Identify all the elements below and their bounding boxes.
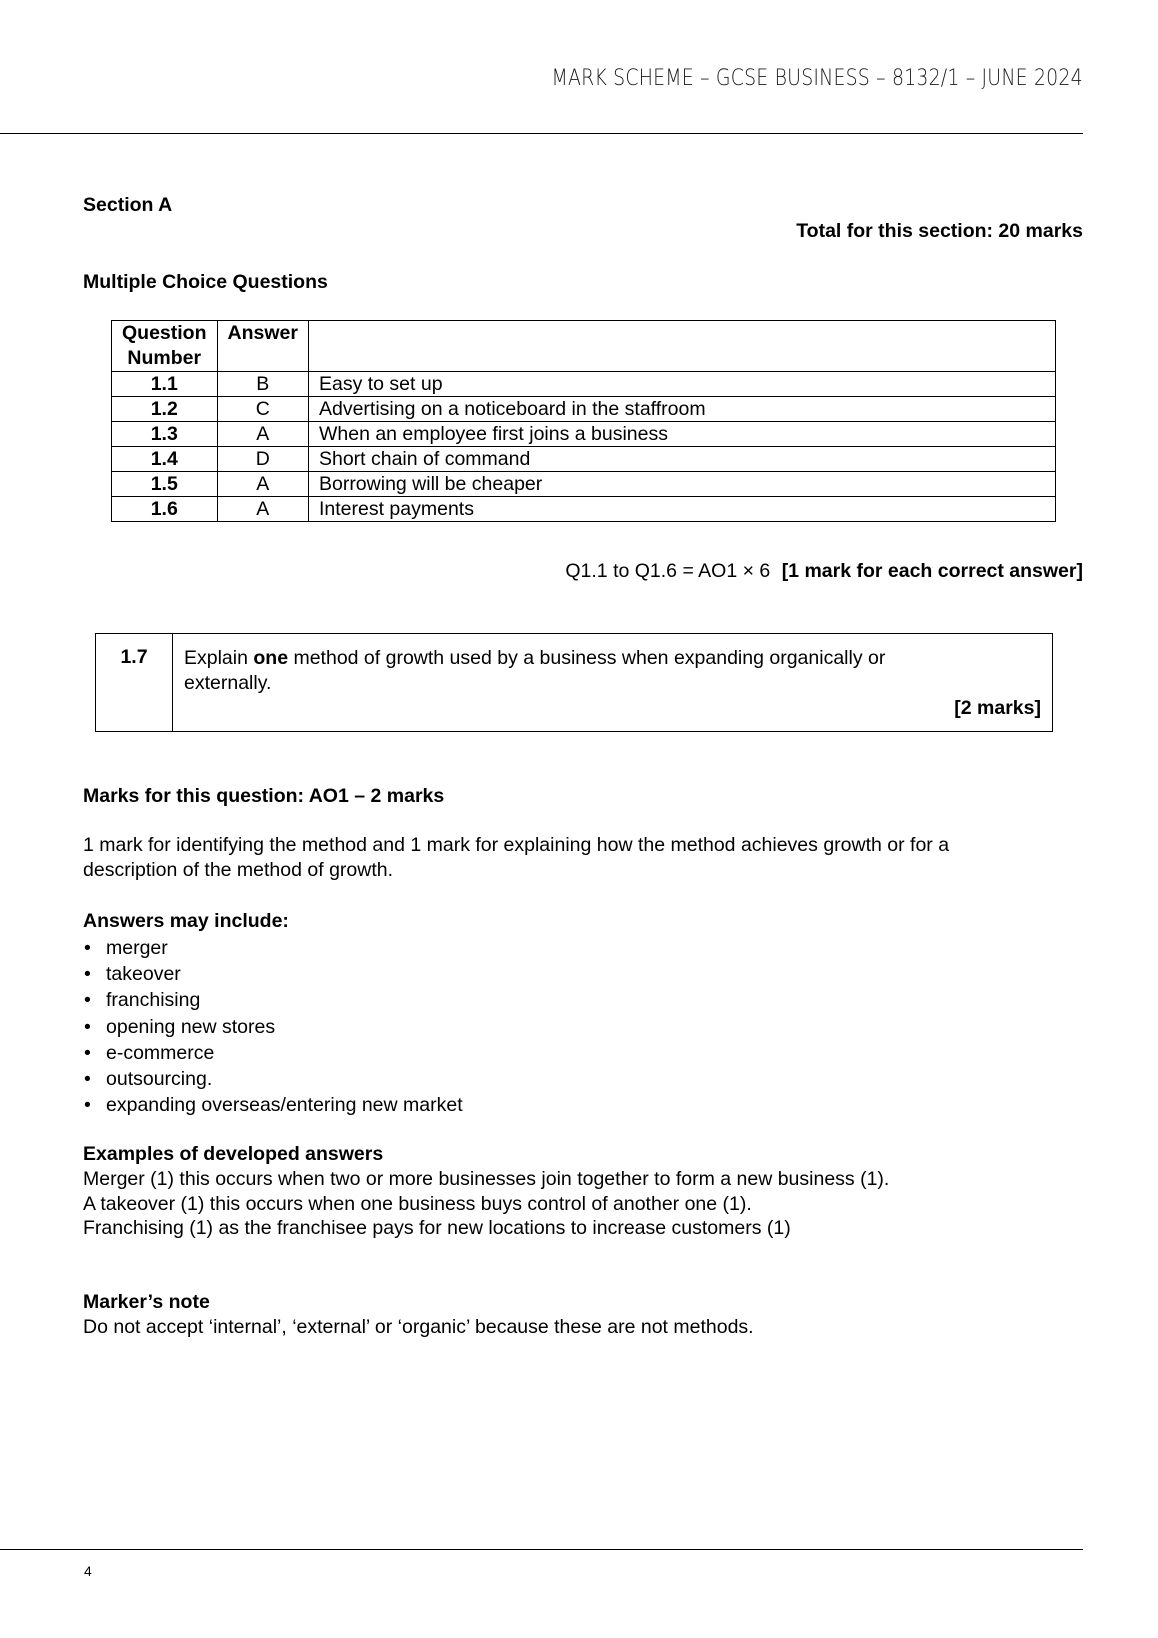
document-header-title: MARK SCHEME – GCSE BUSINESS – 8132/1 – JUNE 2024 bbox=[551, 66, 1083, 91]
bullet-icon: • bbox=[84, 937, 91, 959]
marking-guidance bbox=[83, 833, 949, 882]
list-item bbox=[84, 935, 463, 961]
question-text bbox=[184, 646, 944, 696]
list-item-text: franchising bbox=[106, 989, 201, 1012]
question-text-start: Explain bbox=[184, 647, 254, 669]
answer-letter: A bbox=[217, 422, 308, 447]
table-row bbox=[112, 397, 1056, 422]
mcq-summary-bold: [1 mark for each correct answer] bbox=[781, 560, 1083, 582]
examples-heading: Examples of developed answers bbox=[83, 1143, 384, 1165]
mcq-header-row bbox=[112, 321, 1056, 372]
bullet-icon: • bbox=[84, 1015, 91, 1038]
header-description bbox=[308, 321, 1055, 372]
question-text-emphasis: one bbox=[253, 647, 289, 669]
answer-text: Interest payments bbox=[308, 497, 1055, 522]
example-line: Franchising (1) as the franchisee pays for new locations to increase customers (1) bbox=[83, 1217, 791, 1239]
answer-text: Advertising on a noticeboard in the staffroom bbox=[308, 397, 1055, 422]
bullet-icon: • bbox=[84, 1067, 91, 1090]
question-number: 1.7 bbox=[96, 634, 173, 731]
table-row bbox=[112, 497, 1056, 522]
footer-rule bbox=[0, 1549, 1083, 1550]
answer-letter: C bbox=[217, 397, 308, 422]
example-line: Merger (1) this occurs when two or more businesses join together to form a new business (1). bbox=[83, 1168, 890, 1190]
question-number: 1.4 bbox=[112, 447, 218, 472]
answer-letter: D bbox=[217, 447, 308, 472]
question-number: 1.5 bbox=[112, 472, 218, 497]
examples-list bbox=[83, 1167, 889, 1241]
answer-letter: A bbox=[217, 472, 308, 497]
question-marks: [2 marks] bbox=[954, 697, 1041, 719]
header-question-line2: Number bbox=[127, 347, 202, 369]
example-line: A takeover (1) this occurs when one business buys control of another one (1). bbox=[83, 1192, 752, 1215]
bullet-icon: • bbox=[84, 1041, 91, 1064]
question-number: 1.1 bbox=[112, 372, 218, 397]
guidance-line: description of the method of growth. bbox=[83, 858, 394, 881]
list-item-text: expanding overseas/entering new market bbox=[106, 1094, 463, 1117]
marker-note-heading: Marker’s note bbox=[83, 1291, 210, 1313]
mcq-heading: Multiple Choice Questions bbox=[83, 271, 328, 293]
mcq-summary-plain: Q1.1 to Q1.6 = AO1 × 6 bbox=[565, 560, 776, 582]
answer-text: Borrowing will be cheaper bbox=[308, 472, 1055, 497]
marks-heading: Marks for this question: AO1 – 2 marks bbox=[83, 785, 445, 807]
answers-list bbox=[84, 935, 463, 1118]
header-answer: Answer bbox=[217, 321, 308, 372]
marker-note-text: Do not accept ‘internal’, ‘external’ or ‘organic’ because these are not methods. bbox=[83, 1316, 754, 1338]
list-item-text: opening new stores bbox=[106, 1015, 276, 1038]
answer-letter: A bbox=[217, 497, 308, 522]
answer-text: When an employee first joins a business bbox=[308, 422, 1055, 447]
list-item bbox=[84, 1040, 463, 1066]
answer-text: Short chain of command bbox=[308, 447, 1055, 472]
table-row bbox=[112, 422, 1056, 447]
table-row bbox=[112, 472, 1056, 497]
question-number: 1.2 bbox=[112, 397, 218, 422]
answer-text: Easy to set up bbox=[308, 372, 1055, 397]
list-item-text: e-commerce bbox=[106, 1041, 215, 1064]
list-item bbox=[84, 1014, 463, 1040]
section-title: Section A bbox=[83, 194, 173, 216]
section-total: Total for this section: 20 marks bbox=[796, 220, 1083, 242]
list-item bbox=[84, 1066, 463, 1092]
question-text-end: method of growth used by a business when expanding organically or externally. bbox=[184, 647, 886, 694]
mcq-mark-summary bbox=[565, 559, 1083, 583]
header-rule bbox=[0, 133, 1083, 134]
list-item-text: outsourcing. bbox=[106, 1067, 213, 1090]
list-item-text: takeover bbox=[106, 963, 181, 986]
page-number: 4 bbox=[84, 1563, 92, 1579]
answers-heading: Answers may include: bbox=[83, 910, 289, 932]
question-number: 1.6 bbox=[112, 497, 218, 522]
question-1-7-box bbox=[95, 633, 1053, 732]
list-item bbox=[84, 961, 463, 987]
question-number: 1.3 bbox=[112, 422, 218, 447]
header-question-line1: Question bbox=[122, 322, 207, 344]
list-item bbox=[84, 1092, 463, 1118]
table-row bbox=[112, 447, 1056, 472]
bullet-icon: • bbox=[84, 1094, 91, 1117]
answer-letter: B bbox=[217, 372, 308, 397]
bullet-icon: • bbox=[84, 989, 91, 1012]
mcq-answer-table bbox=[111, 320, 1056, 522]
header-question-number bbox=[112, 321, 218, 372]
bullet-icon: • bbox=[84, 963, 91, 986]
list-item-text: merger bbox=[106, 937, 168, 959]
guidance-line: 1 mark for identifying the method and 1 mark for explaining how the method achieves growth or for a bbox=[83, 834, 950, 856]
table-row bbox=[112, 372, 1056, 397]
list-item bbox=[84, 987, 463, 1013]
